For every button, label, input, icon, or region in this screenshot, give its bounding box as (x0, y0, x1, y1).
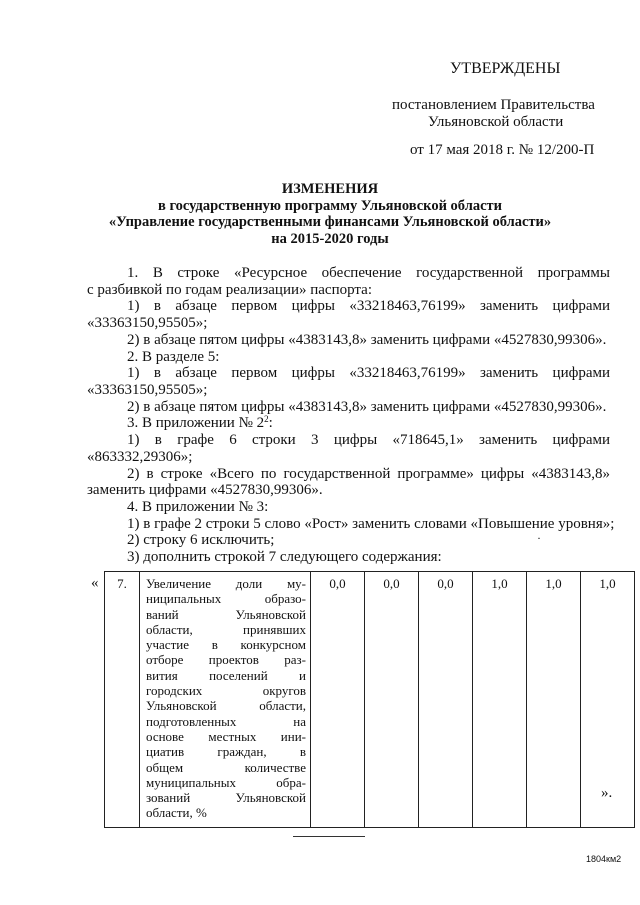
table-close-quote: ». (601, 785, 613, 801)
description-line: городских округов (146, 683, 306, 699)
value-cell-2: 0,0 (365, 572, 419, 828)
table-row (105, 572, 635, 828)
item-1-sub-2: 2) в абзаце пятом цифры «4383143,8» заменить цифрами «4527830,99306». (127, 332, 607, 348)
indicator-description (140, 572, 311, 828)
item-1-text-cont: с разбивкой по годам реализации» паспорта: (87, 282, 372, 298)
description-line: общем количестве (146, 759, 306, 775)
description-line: ниципальных образо- (146, 591, 306, 607)
inserted-row-table (104, 571, 635, 828)
description-line: муниципальных обра- (146, 774, 306, 790)
description-line: области, принявших (146, 621, 306, 637)
value-cell-3: 0,0 (419, 572, 473, 828)
value-cell-5: 1,0 (527, 572, 581, 828)
approval-date-number: от 17 мая 2018 г. № 12/200-П (410, 142, 595, 158)
row-number: 7. (105, 572, 140, 828)
item-3-sub-1: 1) в графе 6 строки 3 цифры «718645,1» заменить цифрами (127, 432, 610, 448)
value-cell-1: 0,0 (311, 572, 365, 828)
value-cell-6: 1,0 (581, 572, 635, 828)
item-3-sub-1-cont: «863332,29306»; (87, 449, 193, 465)
item-3-sub-2-cont: заменить цифрами «4527830,99306». (87, 482, 323, 498)
description-line: вития поселений и (146, 667, 306, 683)
item-4-sub-2: 2) строку 6 исключить; (127, 532, 275, 548)
description-line: циатив граждан, в (146, 744, 306, 760)
approval-line-2: Ульяновской области (428, 114, 564, 130)
title-line-4: на 2015-2020 годы (271, 231, 389, 247)
description-line: Увеличение доли му- (146, 576, 306, 591)
description-line: зований Ульяновской (146, 790, 306, 806)
document-title: ИЗМЕНЕНИЯ (281, 181, 379, 197)
stray-mark: · (537, 531, 541, 545)
description-line: подготовленных на (146, 713, 306, 729)
description-line: отборе проектов раз- (146, 652, 306, 668)
item-4-text: 4. В приложении № 3: (127, 499, 269, 515)
item-2-sub-1-cont: «33363150,95505»; (87, 382, 208, 398)
value-cell-4: 1,0 (473, 572, 527, 828)
description-line: области, % (146, 805, 207, 821)
item-1-text: 1. В строке «Ресурсное обеспечение государственной программы (127, 265, 610, 281)
item-3-sub-2: 2) в строке «Всего по государственной программе» цифры «4383143,8» (127, 466, 610, 482)
title-line-3: «Управление государственными финансами Ульяновской области» (108, 214, 552, 230)
approval-line-1: постановлением Правительства (392, 97, 595, 113)
item-3-label: 3. В приложении № 2 (127, 415, 265, 431)
description-line: участие в конкурсном (146, 637, 306, 653)
description-line: ваний Ульяновской (146, 606, 306, 622)
item-2-sub-2: 2) в абзаце пятом цифры «4383143,8» заменить цифрами «4527830,99306». (127, 399, 607, 415)
footer-divider (293, 836, 365, 837)
item-2-sub-1: 1) в абзаце первом цифры «33218463,76199» заменить цифрами (127, 365, 610, 381)
item-1-sub-1: 1) в абзаце первом цифры «33218463,76199» заменить цифрами (127, 298, 610, 314)
approval-heading: УТВЕРЖДЕНЫ (450, 60, 561, 77)
item-3-text (127, 415, 610, 432)
item-4-sub-1: 1) в графе 2 строки 5 слово «Рост» заменить словами «Повышение уровня»; (127, 516, 615, 532)
table-open-quote: « (91, 575, 99, 591)
description-line: основе местных ини- (146, 728, 306, 744)
item-2-text: 2. В разделе 5: (127, 349, 220, 365)
item-1-sub-1-cont: «33363150,95505»; (87, 315, 208, 331)
item-4-sub-3: 3) дополнить строкой 7 следующего содержания: (127, 549, 442, 565)
item-3-superscript: 2 (264, 414, 269, 424)
description-line: Ульяновской области, (146, 698, 306, 714)
document-code: 1804км2 (586, 854, 622, 864)
title-line-2: в государственную программу Ульяновской области (157, 198, 502, 214)
item-3-colon: : (268, 415, 273, 431)
